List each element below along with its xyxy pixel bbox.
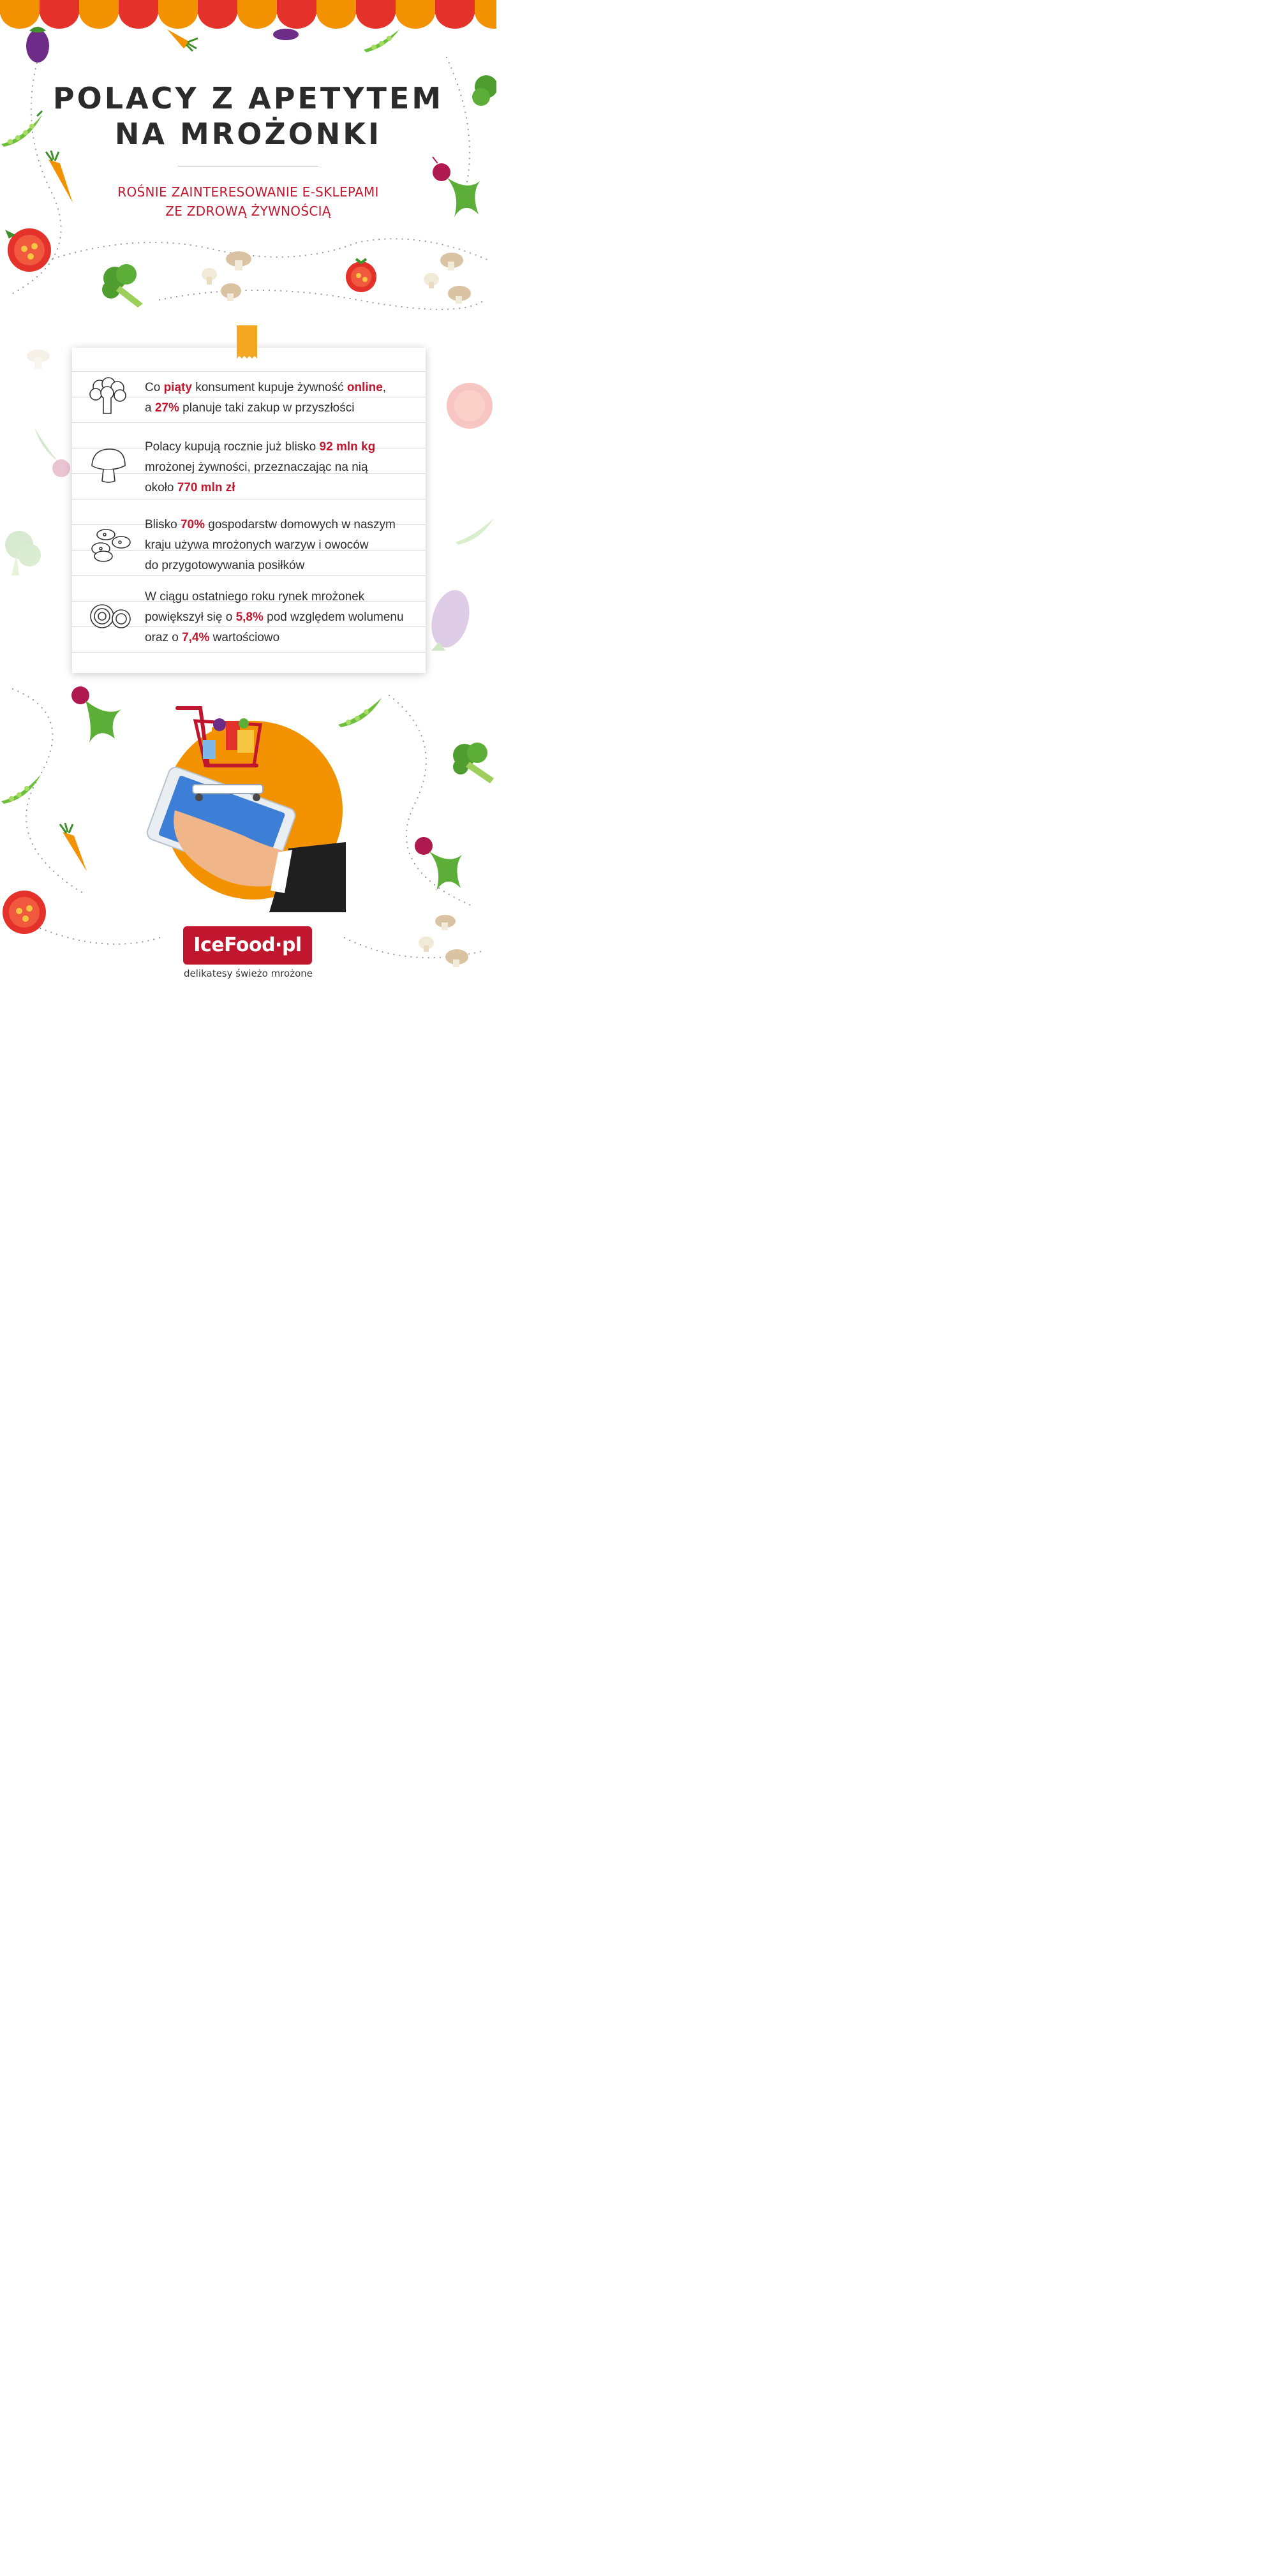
fact-text: pod względem wolumenu	[263, 611, 404, 624]
fact-text: mrożonej żywności, przeznaczając na nią	[145, 461, 368, 474]
broccoli-icon	[101, 263, 148, 309]
fact-text: planuje taki zakup w przyszłości	[179, 401, 355, 415]
mushrooms-icon	[198, 246, 258, 306]
subtitle	[0, 182, 496, 221]
radish-icon	[28, 424, 73, 481]
tape-strip	[237, 325, 257, 359]
onion-slices-icon	[88, 601, 133, 633]
sliced-vegetables-icon	[89, 527, 133, 563]
highlight-text: piąty	[163, 381, 192, 394]
title-line: NA MROŻONKI	[114, 117, 382, 151]
highlight-text: 770 mln zł	[177, 481, 235, 494]
brand-logo-text: IceFood·pl	[193, 934, 302, 956]
tomato-half-icon	[3, 223, 54, 274]
fact-text: ,	[382, 381, 387, 394]
eggplant-icon	[426, 584, 472, 660]
highlight-text: 70%	[180, 518, 205, 531]
highlight-text: 5,8%	[235, 611, 264, 624]
highlight-text: 92 mln kg	[319, 440, 376, 454]
fact-text: powiększył się o	[145, 611, 236, 624]
infographic-page	[0, 0, 496, 1000]
fact-line	[145, 515, 426, 535]
fact-text: konsument kupuje żywność	[191, 381, 347, 394]
carrot-icon	[56, 823, 91, 874]
fact-item	[145, 378, 426, 418]
cauliflower-icon	[87, 376, 129, 416]
phone-shopping-illustration	[142, 702, 352, 912]
title-line: POLACY Z APETYTEM	[52, 81, 444, 115]
mushrooms-icon	[417, 912, 476, 971]
ruled-line	[72, 652, 426, 653]
fact-line	[145, 628, 426, 648]
pea-pod-icon	[0, 769, 43, 805]
fact-line	[145, 457, 426, 478]
highlight-text: 7,4%	[182, 631, 210, 644]
pea-pod-icon	[361, 26, 403, 54]
subtitle-line: ROŚNIE ZAINTERESOWANIE E-SKLEPAMI	[117, 184, 379, 200]
title-divider	[178, 166, 318, 167]
fact-text: a	[145, 401, 155, 415]
fact-text: oraz o	[145, 631, 182, 644]
mushrooms-icon	[421, 251, 476, 307]
fact-item	[145, 515, 426, 576]
fact-text: wartościowo	[209, 631, 280, 644]
ruled-line	[72, 371, 426, 372]
fact-text: Co	[145, 381, 164, 394]
radish-icon	[411, 829, 466, 896]
fact-line	[145, 478, 426, 498]
tomato-half-icon	[343, 255, 379, 293]
fact-line	[145, 378, 426, 398]
subtitle-line: ZE ZDROWĄ ŻYWNOŚCIĄ	[165, 204, 331, 219]
fact-item	[145, 587, 426, 648]
fact-text: Blisko	[145, 518, 181, 531]
broccoli-icon	[449, 740, 496, 785]
fact-text: do przygotowywania posiłków	[145, 559, 305, 572]
fact-text: gospodarstw domowych w naszym	[205, 518, 396, 531]
fact-text: kraju używa mrożonych warzyw i owoców	[145, 538, 369, 552]
fact-line	[145, 607, 426, 628]
fact-text: W ciągu ostatniego roku rynek mrożonek	[145, 590, 365, 603]
fact-line	[145, 535, 426, 556]
tomato-half-icon	[0, 885, 48, 936]
mushroom-icon	[89, 447, 128, 485]
fact-line	[145, 587, 426, 607]
highlight-text: online	[346, 381, 383, 394]
fact-line	[145, 437, 426, 457]
mushroom-icon	[26, 348, 51, 371]
brand-tagline: delikatesy świeżo mrożone	[184, 968, 313, 979]
eggplant-small-icon	[271, 27, 301, 41]
pea-pod-icon	[453, 514, 496, 546]
fact-item	[145, 437, 426, 498]
tomato-half-icon	[444, 379, 495, 433]
ruled-line	[72, 422, 426, 423]
fact-line	[145, 556, 426, 576]
page-title	[0, 80, 496, 152]
broccoli-icon	[0, 527, 45, 578]
fact-text: Polacy kupują rocznie już blisko	[145, 440, 320, 454]
carrot-icon	[165, 26, 200, 52]
radish-icon	[70, 681, 124, 745]
ruled-line	[72, 499, 426, 500]
eggplant-icon	[22, 24, 54, 64]
highlight-text: 27%	[154, 401, 179, 415]
fact-text: około	[145, 481, 177, 494]
fact-line	[145, 398, 426, 418]
